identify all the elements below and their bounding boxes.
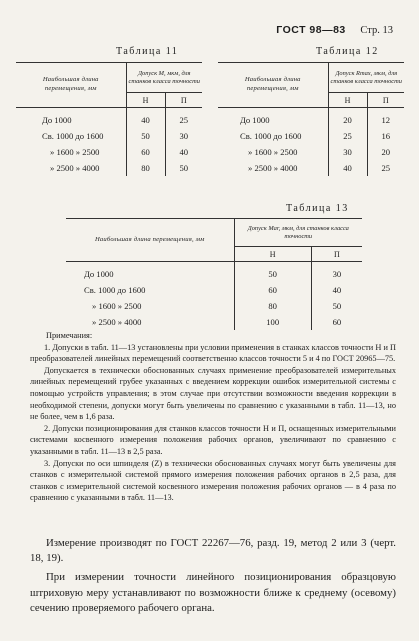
table-11	[16, 62, 202, 176]
cell-h: 25	[328, 128, 367, 144]
row-label: Св. 1000 до 1600	[84, 284, 146, 295]
table-row	[66, 262, 362, 282]
cell-p: 50	[311, 298, 362, 314]
standard-number: ГОСТ 98—83	[276, 24, 346, 36]
table-12-col-name: Наибольшая длина перемещения, мм	[218, 63, 328, 108]
table-11-col-name: Наибольшая длина перемещения, мм	[16, 63, 126, 108]
cell-p: 30	[311, 262, 362, 282]
table-11-caption: Таблица 11	[116, 46, 179, 57]
cell-p: 25	[165, 108, 202, 128]
table-row	[66, 314, 362, 330]
cell-h: 80	[234, 298, 311, 314]
cell-p: 20	[367, 144, 404, 160]
note-paragraph: Допускается в технически обоснованных случаях применение преобразователей измерительных линейных перемещений грубее указанных с введением коррекции ошибок измерительной системы с помощью устройств управления; в этом случае при отсутствии возможности введения коррекции в необходимой степени, допуски могут быть увеличены по сравнению с указанными в табл. 11—13, но не более, чем в 1,6 раза.	[30, 365, 396, 422]
cell-h: 30	[328, 144, 367, 160]
cell-p: 16	[367, 128, 404, 144]
notes-section	[30, 330, 396, 504]
row-label: До 1000	[84, 268, 114, 279]
row-label: Св. 1000 до 1600	[42, 130, 104, 141]
row-label: Св. 1000 до 1600	[240, 130, 302, 141]
row-label: » 2500 » 4000	[92, 316, 142, 327]
table-13-caption: Таблица 13	[286, 203, 349, 214]
table-row	[218, 128, 404, 144]
body-text-block	[30, 536, 396, 616]
notes-title: Примечания:	[46, 331, 93, 340]
cell-h: 60	[234, 282, 311, 298]
note-paragraph: 3. Допуски по оси шпинделя (Z) в технически обоснованных случаях могут быть увеличены для станков с измерительной системой прямого измерения положения рабочих органов в 2,5 раза, для станков с измерительной системой косвенного измерения положения рабочих органов — в 4 раза по сравнению с указанными в табл. 11—13.	[30, 458, 396, 503]
table-12-col-tol: Допуск Rmax, мкм, для станков класса точности	[328, 63, 404, 93]
cell-h: 50	[126, 128, 165, 144]
table-row	[66, 298, 362, 314]
cell-h: 80	[126, 160, 165, 176]
body-paragraph: При измерении точности линейного позиционирования образцовую штриховую меру устанавливают по возможности ближе к среднему (осевому) сечению проверяемого рабочего органа.	[30, 571, 396, 614]
row-label: » 1600 » 2500	[50, 146, 100, 157]
table-row	[16, 144, 202, 160]
table-11-col-tol: Допуск M, мкм, для станков класса точности	[126, 63, 202, 93]
cell-h: 20	[328, 108, 367, 128]
table-row	[16, 160, 202, 176]
page-header	[276, 24, 393, 36]
page-number: Стр. 13	[360, 25, 393, 36]
cell-p: 30	[165, 128, 202, 144]
cell-h: 40	[328, 160, 367, 176]
table-row	[218, 144, 404, 160]
note-paragraph: 2. Допуски позиционирования для станков классов точности Н и П, оснащенных измерительными системами косвенного измерения положения рабочих органов, увеличивают по сравнению с указанными в табл. 11—13 в 2,5 раза.	[30, 423, 396, 456]
table-row	[66, 282, 362, 298]
table-13-col-p: П	[311, 247, 362, 262]
row-label: До 1000	[42, 114, 72, 125]
table-12-caption: Таблица 12	[316, 46, 379, 57]
cell-h: 60	[126, 144, 165, 160]
table-row	[16, 108, 202, 128]
table-13-col-name: Наибольшая длина перемещения, мм	[66, 219, 234, 262]
table-13-col-tol: Допуск Mar, мкм, для станков класса точности	[234, 219, 362, 247]
row-label: » 2500 » 4000	[248, 162, 298, 173]
row-label: » 2500 » 4000	[50, 162, 100, 173]
table-row	[218, 160, 404, 176]
table-12-col-p: П	[367, 93, 404, 108]
row-label: » 1600 » 2500	[248, 146, 298, 157]
cell-p: 25	[367, 160, 404, 176]
table-11-col-h: Н	[126, 93, 165, 108]
body-paragraph: Измерение производят по ГОСТ 22267—76, разд. 19, метод 2 или 3 (черт. 18, 19).	[30, 537, 396, 565]
table-13-col-h: Н	[234, 247, 311, 262]
cell-p: 60	[311, 314, 362, 330]
table-11-col-p: П	[165, 93, 202, 108]
cell-h: 40	[126, 108, 165, 128]
row-label: » 1600 » 2500	[92, 300, 142, 311]
cell-p: 40	[165, 144, 202, 160]
cell-p: 40	[311, 282, 362, 298]
table-13	[66, 218, 362, 330]
table-12-col-h: Н	[328, 93, 367, 108]
table-row	[16, 128, 202, 144]
table-12	[218, 62, 404, 176]
cell-h: 100	[234, 314, 311, 330]
table-row	[218, 108, 404, 128]
cell-p: 12	[367, 108, 404, 128]
row-label: До 1000	[240, 114, 270, 125]
cell-p: 50	[165, 160, 202, 176]
cell-h: 50	[234, 262, 311, 282]
note-paragraph: 1. Допуски в табл. 11—13 установлены при условии применения в станках классов точности Н и П преобразователей линейных перемещений соответственно классов точности 5 и 4 по ГОСТ 20965—75.	[30, 342, 396, 364]
